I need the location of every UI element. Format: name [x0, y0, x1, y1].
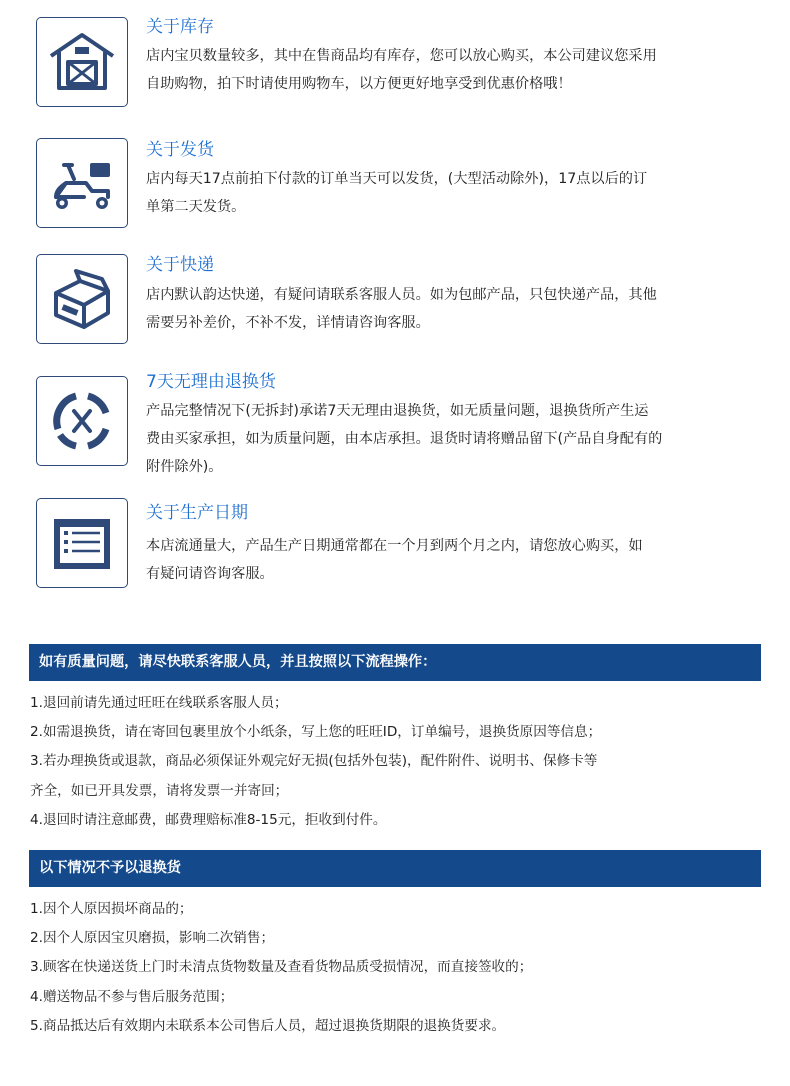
quality-process-list	[30, 689, 770, 835]
list-item: 4.退回时请注意邮费，邮费理赔标准8-15元，拒收到付件。	[30, 811, 387, 828]
list-item: 1.退回前请先通过旺旺在线联系客服人员；	[30, 695, 288, 711]
no-return-list	[30, 895, 770, 1041]
info-title: 关于发货	[146, 140, 214, 160]
info-title: 关于库存	[146, 17, 214, 37]
list-item: 4.赠送物品不参与售后服务范围；	[30, 988, 234, 1005]
quality-section-heading: 如有质量问题，请尽快联系客服人员，并且按照以下流程操作：	[29, 644, 761, 681]
list-item: 2.因个人原因宝贝磨损，影响二次销售；	[30, 930, 275, 947]
date-list-icon	[36, 498, 128, 588]
info-title: 7天无理由退换货	[146, 372, 276, 392]
warehouse-icon	[36, 17, 128, 107]
list-item: 1.因个人原因损坏商品的；	[30, 901, 193, 917]
no-return-section-heading: 以下情况不予以退换货	[29, 850, 761, 887]
return-x-circle-icon	[36, 376, 128, 466]
info-body: 店内默认韵达快递，有疑问请联系客服人员。如为包邮产品，只包快递产品，其他 需要另补差价，不补不发，详情请咨询客服。	[146, 287, 657, 331]
list-item: 5.商品抵达后有效期内未联系本公司售后人员，超过退换货期限的退换货要求。	[30, 1017, 506, 1034]
list-item: 2.如需退换货，请在寄回包裹里放个小纸条，写上您的旺旺ID，订单编号，退换货原因等信息；	[30, 724, 602, 741]
package-box-icon	[36, 254, 128, 344]
info-title: 关于生产日期	[146, 503, 248, 523]
info-body: 店内每天17点前拍下付款的订单当天可以发货，(大型活动除外)，17点以后的订 单第二天发货。	[146, 171, 648, 215]
list-item: 齐全，如已开具发票，请将发票一并寄回；	[30, 782, 289, 799]
info-body: 店内宝贝数量较多，其中在售商品均有库存，您可以放心购买，本公司建议您采用 自助购物，拍下时请使用购物车，以方便更好地享受到优惠价格哦！	[146, 48, 657, 92]
list-item: 3.顾客在快递送货上门时未清点货物数量及查看货物品质受损情况，而直接签收的；	[30, 959, 533, 976]
info-body: 产品完整情况下(无拆封)承诺7天无理由退换货，如无质量问题，退换货所产生运 费由买家承担，如为质量问题，由本店承担。退货时请将赠品留下(产品自身配有的 附件除外)。	[146, 403, 663, 475]
info-title: 关于快递	[146, 255, 214, 275]
info-body: 本店流通量大，产品生产日期通常都在一个月到两个月之内，请您放心购买，如 有疑问请咨询客服。	[146, 538, 643, 582]
delivery-scooter-icon	[36, 138, 128, 228]
list-item: 3.若办理换货或退款，商品必须保证外观完好无损(包括外包装)，配件附件、说明书、保修卡等	[30, 753, 598, 770]
